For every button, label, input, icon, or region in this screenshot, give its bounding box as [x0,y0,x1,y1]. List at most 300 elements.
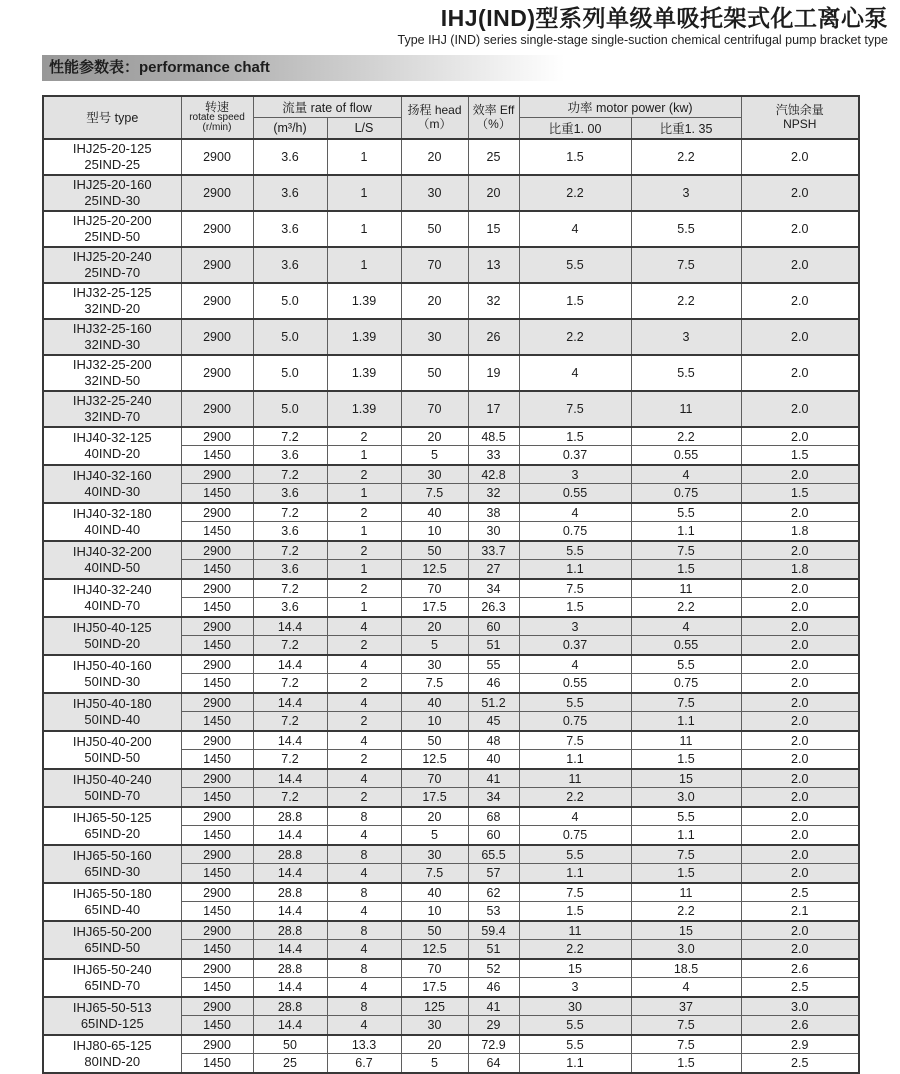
value-cell: 11 [631,579,741,598]
value-cell: 2900 [181,617,253,636]
value-cell: 5.0 [253,283,327,319]
col-header-speed [181,96,253,139]
value-cell: 50 [401,731,468,750]
value-cell: 2900 [181,693,253,712]
model-line: 80IND-20 [84,1053,141,1069]
value-cell: 2.0 [741,175,859,211]
value-cell: 12.5 [401,940,468,959]
value-cell: 0.37 [519,636,631,655]
value-cell: 2 [327,712,401,731]
table-row [43,883,859,902]
value-cell: 4 [519,503,631,522]
value-cell: 5.5 [631,503,741,522]
value-cell: 1.1 [631,826,741,845]
value-cell: 7.2 [253,674,327,693]
value-cell: 51.2 [468,693,519,712]
value-cell: 1 [327,598,401,617]
value-cell: 70 [401,579,468,598]
value-cell: 20 [401,617,468,636]
value-cell: 2900 [181,319,253,355]
value-cell: 2900 [181,807,253,826]
value-cell: 1450 [181,902,253,921]
value-cell: 0.75 [631,674,741,693]
value-cell: 14.4 [253,769,327,788]
value-cell: 11 [631,391,741,427]
value-cell: 14.4 [253,731,327,750]
value-cell: 2900 [181,503,253,522]
value-cell: 4 [519,807,631,826]
value-cell: 2900 [181,139,253,175]
table-row [43,617,859,636]
col-header-head-unit: （m） [417,117,452,132]
value-cell: 5.0 [253,355,327,391]
value-cell: 19 [468,355,519,391]
value-cell: 2900 [181,959,253,978]
model-line: IHJ40-32-180 [72,506,152,522]
section-banner-label: 性能参数表：performance chaft [49,58,270,76]
model-line: IHJ40-32-240 [72,582,152,598]
value-cell: 3 [519,978,631,997]
value-cell: 0.37 [519,446,631,465]
value-cell: 20 [401,427,468,446]
value-cell: 42.8 [468,465,519,484]
value-cell: 1 [327,560,401,579]
value-cell: 3.0 [741,997,859,1016]
value-cell: 11 [519,769,631,788]
table-row [43,959,859,978]
model-cell [43,175,181,211]
model-line: 40IND-70 [84,597,141,613]
value-cell: 29 [468,1016,519,1035]
model-line: 25IND-50 [84,228,141,244]
value-cell: 1450 [181,560,253,579]
value-cell: 2.0 [741,283,859,319]
value-cell: 8 [327,921,401,940]
value-cell: 2 [327,636,401,655]
model-line: 25IND-25 [84,156,141,172]
model-cell [43,319,181,355]
table-row [43,655,859,674]
value-cell: 2.6 [741,959,859,978]
value-cell: 2900 [181,465,253,484]
col-header-flow-m3h: (m³/h) [253,118,327,139]
model-cell [43,427,181,465]
value-cell: 30 [519,997,631,1016]
value-cell: 1450 [181,978,253,997]
value-cell: 45 [468,712,519,731]
model-cell [43,211,181,247]
value-cell: 8 [327,845,401,864]
value-cell: 1.5 [741,484,859,503]
value-cell: 60 [468,826,519,845]
value-cell: 8 [327,807,401,826]
model-line: 40IND-50 [84,559,141,575]
value-cell: 0.75 [519,712,631,731]
value-cell: 28.8 [253,807,327,826]
value-cell: 14.4 [253,693,327,712]
value-cell: 7.2 [253,541,327,560]
value-cell: 14.4 [253,617,327,636]
model-line: IHJ32-25-200 [72,357,152,373]
value-cell: 4 [519,655,631,674]
value-cell: 2.0 [741,139,859,175]
value-cell: 2900 [181,579,253,598]
value-cell: 10 [401,712,468,731]
value-cell: 10 [401,902,468,921]
table-row [43,211,859,247]
model-line: IHJ32-25-160 [72,321,152,337]
col-header-npsh-en: NPSH [783,117,817,132]
value-cell: 2.0 [741,541,859,560]
model-cell [43,391,181,427]
value-cell: 2900 [181,427,253,446]
value-cell: 2900 [181,541,253,560]
value-cell: 59.4 [468,921,519,940]
value-cell: 38 [468,503,519,522]
model-line: 32IND-20 [84,300,141,316]
table-row [43,283,859,319]
value-cell: 1 [327,139,401,175]
value-cell: 3 [631,175,741,211]
col-header-npsh-cn: 汽蚀余量 [775,103,824,118]
value-cell: 1 [327,175,401,211]
value-cell: 15 [468,211,519,247]
value-cell: 2.5 [741,978,859,997]
value-cell: 1450 [181,446,253,465]
value-cell: 2.0 [741,921,859,940]
value-cell: 32 [468,283,519,319]
value-cell: 2.0 [741,247,859,283]
model-line: 50IND-70 [84,787,141,803]
value-cell: 1450 [181,1016,253,1035]
model-line: IHJ25-20-240 [72,249,152,265]
value-cell: 40 [401,883,468,902]
value-cell: 3 [519,465,631,484]
value-cell: 20 [401,283,468,319]
value-cell: 2.0 [741,712,859,731]
value-cell: 4 [327,731,401,750]
value-cell: 40 [468,750,519,769]
value-cell: 2900 [181,921,253,940]
model-cell [43,845,181,883]
model-line: IHJ80-65-125 [72,1038,152,1054]
value-cell: 2 [327,503,401,522]
model-cell [43,1035,181,1073]
table-row [43,921,859,940]
value-cell: 5.0 [253,391,327,427]
model-cell [43,769,181,807]
value-cell: 2 [327,750,401,769]
value-cell: 37 [631,997,741,1016]
model-line: IHJ65-50-513 [72,1000,152,1016]
table-row [43,391,859,427]
value-cell: 50 [401,355,468,391]
value-cell: 1.5 [631,560,741,579]
value-cell: 3.6 [253,484,327,503]
value-cell: 4 [631,617,741,636]
model-cell [43,465,181,503]
model-cell [43,997,181,1035]
col-header-power-sg135: 比重1. 35 [631,118,741,139]
value-cell: 2.2 [519,788,631,807]
model-line: IHJ25-20-200 [72,213,152,229]
value-cell: 5.5 [631,655,741,674]
value-cell: 26 [468,319,519,355]
table-header [43,96,859,139]
value-cell: 2.0 [741,503,859,522]
value-cell: 1450 [181,1054,253,1073]
value-cell: 1.5 [631,1054,741,1073]
model-line: IHJ65-50-125 [72,810,152,826]
model-line: IHJ50-40-125 [72,620,152,636]
value-cell: 1.1 [631,522,741,541]
model-cell [43,617,181,655]
value-cell: 2.6 [741,1016,859,1035]
value-cell: 3.0 [631,788,741,807]
value-cell: 2.0 [741,391,859,427]
value-cell: 4 [327,978,401,997]
value-cell: 4 [327,826,401,845]
value-cell: 7.5 [519,391,631,427]
model-line: IHJ50-40-160 [72,658,152,674]
value-cell: 2.0 [741,579,859,598]
value-cell: 15 [631,769,741,788]
value-cell: 1450 [181,598,253,617]
model-cell [43,731,181,769]
value-cell: 2.2 [519,940,631,959]
value-cell: 2.0 [741,750,859,769]
value-cell: 2900 [181,391,253,427]
value-cell: 1450 [181,788,253,807]
value-cell: 5.5 [519,1016,631,1035]
model-cell [43,655,181,693]
model-line: 32IND-30 [84,336,141,352]
value-cell: 65.5 [468,845,519,864]
value-cell: 5.5 [519,845,631,864]
value-cell: 26.3 [468,598,519,617]
value-cell: 2.0 [741,674,859,693]
value-cell: 1450 [181,484,253,503]
value-cell: 1 [327,211,401,247]
value-cell: 46 [468,674,519,693]
value-cell: 1 [327,522,401,541]
model-cell [43,959,181,997]
model-line: 65IND-20 [84,825,141,841]
model-line: IHJ32-25-240 [72,393,152,409]
value-cell: 11 [519,921,631,940]
value-cell: 3.6 [253,247,327,283]
value-cell: 0.75 [519,522,631,541]
model-line: IHJ40-32-125 [72,430,152,446]
model-line: IHJ65-50-180 [72,886,152,902]
value-cell: 50 [401,541,468,560]
value-cell: 2.9 [741,1035,859,1054]
col-header-npsh [741,96,859,139]
model-line: IHJ50-40-200 [72,734,152,750]
value-cell: 62 [468,883,519,902]
table-row [43,1035,859,1054]
value-cell: 30 [401,845,468,864]
model-cell [43,355,181,391]
value-cell: 14.4 [253,978,327,997]
value-cell: 0.55 [519,484,631,503]
model-cell [43,139,181,175]
value-cell: 4 [327,769,401,788]
table-row [43,319,859,355]
value-cell: 2.5 [741,883,859,902]
table-row [43,807,859,826]
value-cell: 48 [468,731,519,750]
value-cell: 14.4 [253,902,327,921]
value-cell: 2 [327,541,401,560]
value-cell: 2.0 [741,864,859,883]
value-cell: 15 [631,921,741,940]
col-header-power: 功率 motor power (kw) [519,96,741,118]
value-cell: 51 [468,940,519,959]
value-cell: 5 [401,446,468,465]
value-cell: 2.0 [741,788,859,807]
model-line: IHJ65-50-200 [72,924,152,940]
value-cell: 17.5 [401,598,468,617]
value-cell: 125 [401,997,468,1016]
value-cell: 3.6 [253,560,327,579]
value-cell: 1 [327,446,401,465]
value-cell: 4 [519,355,631,391]
model-line: 40IND-30 [84,483,141,499]
value-cell: 17 [468,391,519,427]
value-cell: 40 [401,503,468,522]
value-cell: 70 [401,959,468,978]
value-cell: 3 [519,617,631,636]
value-cell: 25 [253,1054,327,1073]
value-cell: 7.2 [253,579,327,598]
value-cell: 5.5 [519,247,631,283]
model-line: 25IND-70 [84,264,141,280]
model-line: 50IND-50 [84,749,141,765]
value-cell: 20 [401,139,468,175]
value-cell: 2.2 [631,598,741,617]
value-cell: 4 [327,940,401,959]
value-cell: 1450 [181,636,253,655]
value-cell: 2.2 [631,139,741,175]
page-subtitle: Type IHJ (IND) series single-stage single-suction chemical centrifugal pump bracket type [397,32,888,47]
value-cell: 4 [327,655,401,674]
value-cell: 1.5 [519,283,631,319]
section-banner [42,55,592,81]
value-cell: 8 [327,959,401,978]
value-cell: 28.8 [253,845,327,864]
value-cell: 30 [401,465,468,484]
value-cell: 18.5 [631,959,741,978]
col-header-speed-cn: 转速 [204,99,229,114]
value-cell: 2 [327,465,401,484]
value-cell: 2900 [181,211,253,247]
value-cell: 2.2 [519,175,631,211]
value-cell: 1450 [181,864,253,883]
col-header-eff-unit: （%） [476,117,511,132]
value-cell: 2.2 [631,902,741,921]
value-cell: 6.7 [327,1054,401,1073]
value-cell: 7.2 [253,750,327,769]
value-cell: 68 [468,807,519,826]
value-cell: 1450 [181,750,253,769]
model-line: 65IND-70 [84,977,141,993]
value-cell: 2.0 [741,598,859,617]
value-cell: 30 [401,319,468,355]
model-line: 25IND-30 [84,192,141,208]
value-cell: 7.5 [631,541,741,560]
value-cell: 4 [327,1016,401,1035]
value-cell: 51 [468,636,519,655]
value-cell: 55 [468,655,519,674]
value-cell: 2.0 [741,807,859,826]
value-cell: 34 [468,788,519,807]
value-cell: 14.4 [253,864,327,883]
table-row [43,845,859,864]
value-cell: 7.5 [519,731,631,750]
value-cell: 1.1 [519,750,631,769]
col-header-speed-en: rotate speed [189,111,245,123]
value-cell: 28.8 [253,921,327,940]
value-cell: 0.75 [519,826,631,845]
model-line: IHJ25-20-125 [72,141,152,157]
value-cell: 1450 [181,826,253,845]
value-cell: 20 [401,1035,468,1054]
value-cell: 7.5 [401,674,468,693]
value-cell: 1450 [181,940,253,959]
value-cell: 30 [401,175,468,211]
value-cell: 2900 [181,355,253,391]
value-cell: 27 [468,560,519,579]
value-cell: 1.5 [631,864,741,883]
value-cell: 57 [468,864,519,883]
value-cell: 7.5 [401,484,468,503]
value-cell: 5.5 [631,211,741,247]
model-line: 65IND-50 [84,939,141,955]
performance-table [42,95,860,1074]
value-cell: 33 [468,446,519,465]
table-row [43,355,859,391]
value-cell: 2 [327,579,401,598]
value-cell: 2.0 [741,845,859,864]
value-cell: 13 [468,247,519,283]
value-cell: 17.5 [401,978,468,997]
value-cell: 5.5 [519,541,631,560]
value-cell: 14.4 [253,826,327,845]
model-cell [43,541,181,579]
value-cell: 2 [327,674,401,693]
value-cell: 7.2 [253,788,327,807]
value-cell: 7.5 [631,1035,741,1054]
value-cell: 5 [401,826,468,845]
value-cell: 41 [468,769,519,788]
value-cell: 7.5 [631,1016,741,1035]
model-line: IHJ40-32-160 [72,468,152,484]
value-cell: 46 [468,978,519,997]
value-cell: 3 [631,319,741,355]
value-cell: 7.2 [253,636,327,655]
value-cell: 1.39 [327,319,401,355]
value-cell: 2900 [181,769,253,788]
value-cell: 1.5 [519,598,631,617]
value-cell: 2.2 [631,283,741,319]
value-cell: 2.0 [741,940,859,959]
value-cell: 1.5 [631,750,741,769]
value-cell: 3.6 [253,211,327,247]
value-cell: 7.2 [253,465,327,484]
model-line: 40IND-40 [84,521,141,537]
value-cell: 4 [327,617,401,636]
